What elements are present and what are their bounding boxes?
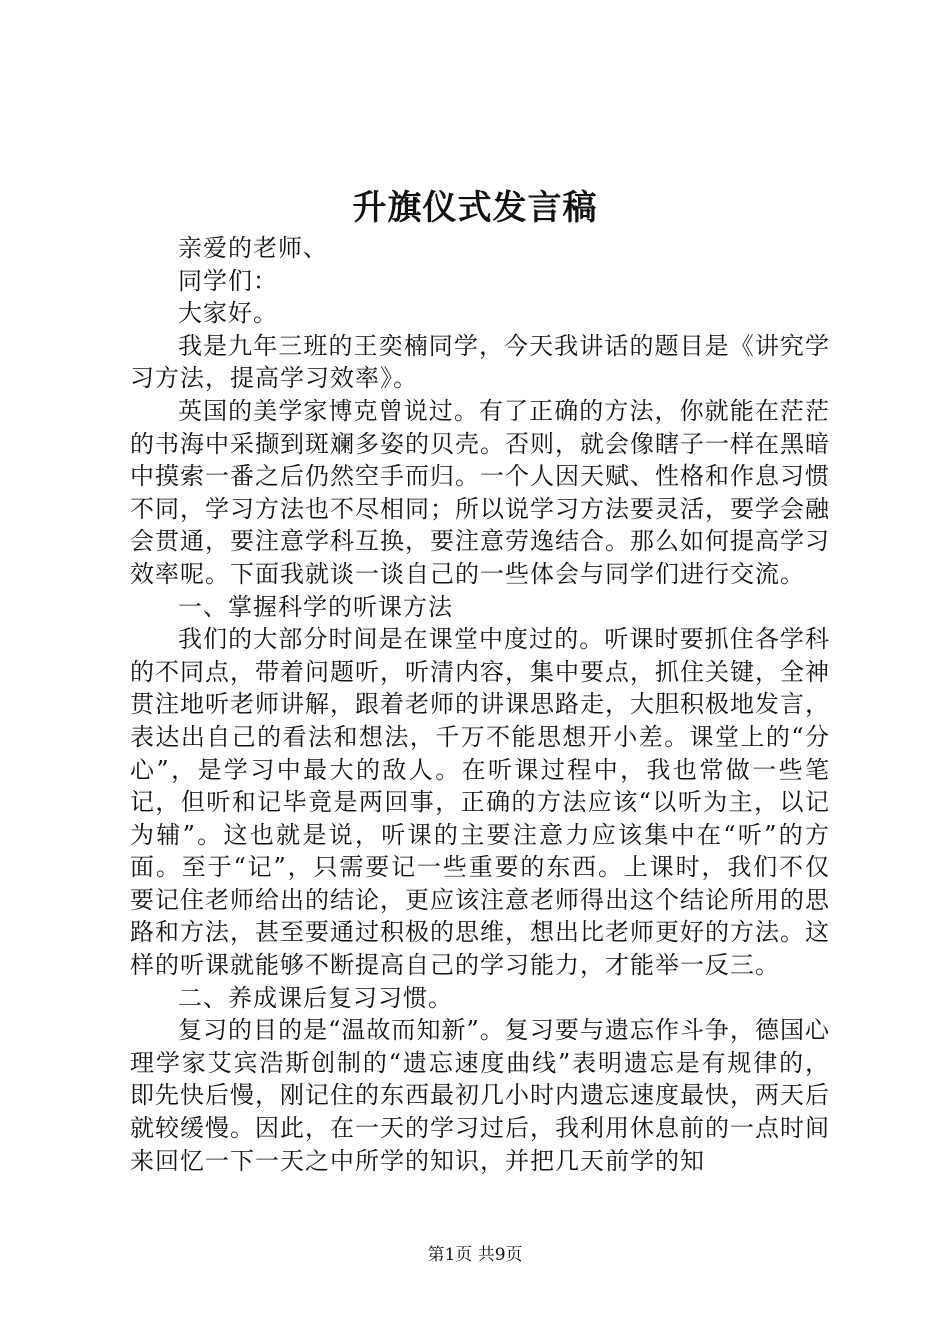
- paragraph-greeting-students: 同学们：: [178, 266, 278, 295]
- paragraph-body: 我们的大部分时间是在课堂中度过的。听课时要抓住各学科的不同点，带着问题听，听清内容，集中要点，抓住关键，全神贯注地听老师讲解，跟着老师的讲课思路走，大胆积极地发言，表达出自己的看法和想法，千万不能思想开小差。课堂上的“分心”，是学习中最大的敌人。在听课过程中，我也常做一些笔记，但听和记毕竟是两回事，正确的方法应该“以听为主，以记为辅”。这也就是说，听课的主要注意力应该集中在“听”的方面。至于“记”，只需要记一些重要的东西。上课时，我们不仅要记住老师给出的结论，更应该注意老师得出这个结论所用的思路和方法，甚至要通过积极的思维，想出比老师更好的方法。这样的听课就能够不断提高自己的学习能力，才能举一反三。: [130, 625, 830, 980]
- document-title: 升旗仪式发言稿: [352, 188, 598, 228]
- paragraph-intro: 我是九年三班的王奕楠同学，今天我讲话的题目是《讲究学习方法，提高学习效率》。: [130, 331, 830, 393]
- paragraph-body: 复习的目的是“温故而知新”。复习要与遗忘作斗争，德国心理学家艾宾浩斯创制的“遗忘速度曲线”表明遗忘是有规律的，即先快后慢，刚记住的东西最初几小时内遗忘速度最快，两天后就较缓慢。因此，在一天的学习过后，我利用休息前的一点时间来回忆一下一天之中所学的知识，并把几天前学的知: [130, 1016, 830, 1175]
- paragraph-body: 英国的美学家博克曾说过。有了正确的方法，你就能在茫茫的书海中采撷到斑斓多姿的贝壳。否则，就会像瞎子一样在黑暗中摸索一番之后仍然空手而归。一个人因天赋、性格和作息习惯不同，学习方法也不尽相同；所以说学习方法要灵活，要学会融会贯通，要注意学科互换，要注意劳逸结合。那么如何提高学习效率呢。下面我就谈一谈自己的一些体会与同学们进行交流。: [130, 396, 830, 588]
- document-body: [130, 232, 830, 1177]
- paragraph-hello: 大家好。: [178, 299, 278, 328]
- section-heading: 一、掌握科学的听课方法: [178, 592, 453, 621]
- paragraph-greeting-teachers: 亲爱的老师、: [178, 234, 328, 262]
- page-number-footer: 第1页 共9页: [427, 1245, 523, 1265]
- section-heading: 二、养成课后复习习惯。: [178, 983, 453, 1012]
